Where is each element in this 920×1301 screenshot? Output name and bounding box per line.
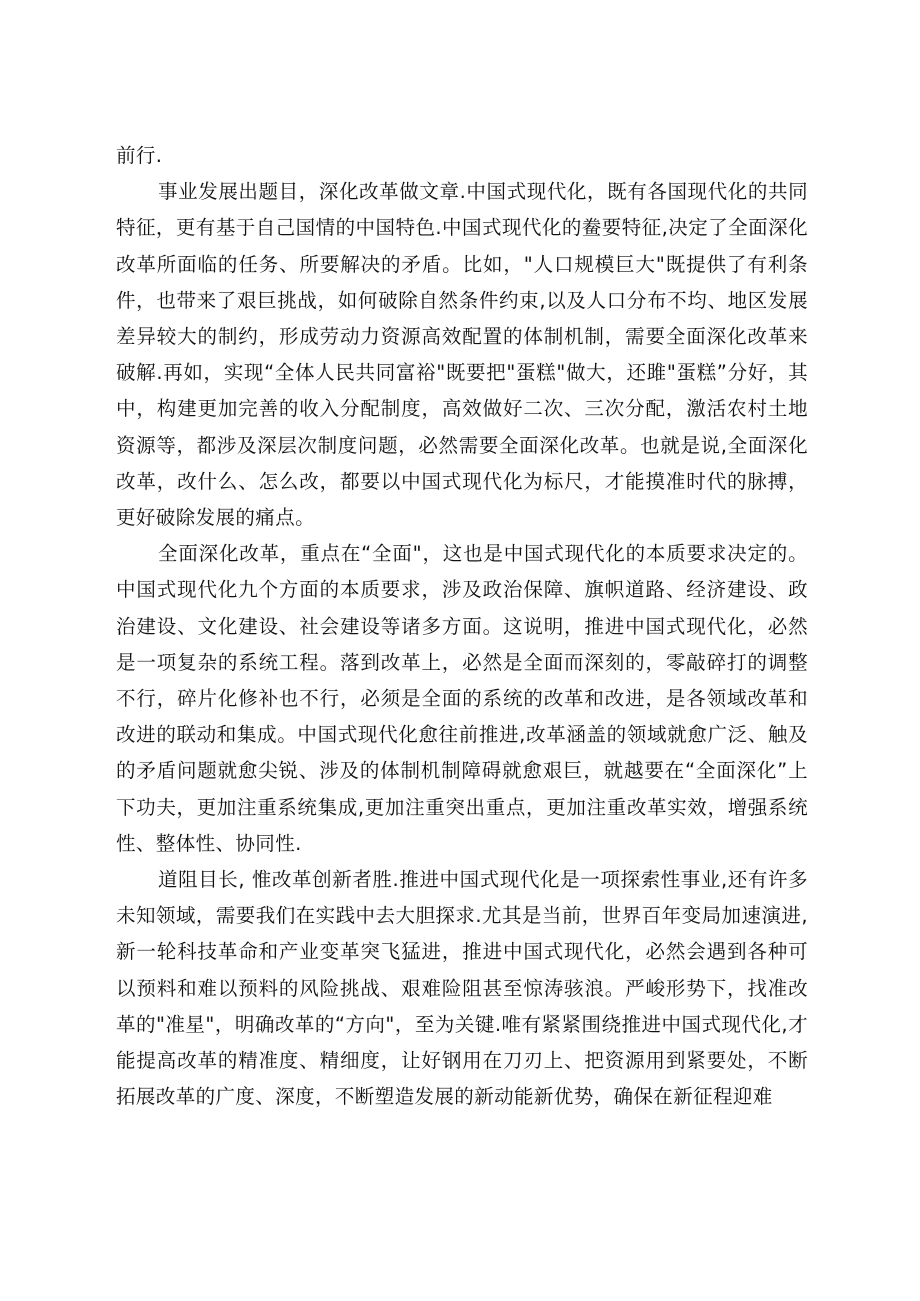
document-body [116,138,808,1115]
paragraph-reform-and-modernization: 事业发展出题目，深化改革做文章.中国式现代化，既有各国现代化的共同特征，更有基于自己国情的中国特色.中国式现代化的鲞要特征,决定了全面深化改革所面临的任务、所要解决的矛盾。比如，"人口规模巨大"既提供了有利条件，也带来了艰巨挑战，如何破除自然条件约束,以及人口分布不均、地区发展差异较大的制约，形成劳动力资源高效配置的体制机制，需要全面深化改革来破解.再如，实现“全体人民共同富裕"既要把"蛋糕"做大，还雎"蛋糕”分好，其中，构建更加完善的收入分配制度，高效做好二次、三次分配，激活农村土地资源等，都涉及深层次制度问题，必然需要全面深化改革。也就是说,全面深化改革，改什么、怎么改，都要以中国式现代化为标尺，才能摸准时代的脉搏，更好破除发展的痛点。 [116,180,808,530]
paragraph-continuation: 前行. [116,144,163,167]
paragraph-reform-innovation: 道阻目长, 惟改革创新者胜.推进中国式现代化是一项探索性事业,还有许多未知领域，需要我们在实践中去大胆探求.尤其是当前，世界百年变局加速演进,新一轮科技革命和产业变革突飞猛进，推进中国式现代化，必然会遇到各种可以预料和难以预料的风险挑战、艰难险阻甚至惊涛骇浪。严峻形势下，找准改革的"准星"，明确改革的“方向"，至为关键.唯有紧紧围绕推进中国式现代化,才能提高改革的精准度、精细度，让好钢用在刀刃上、把资源用到紧要处，不断拓展改革的广度、深度，不断塑造发展的新动能新优势，确保在新征程迎难 [116,868,808,1109]
paragraph-comprehensive-reform: 全面深化改革，重点在“全面"，这也是中国式现代化的本质要求决定的。中国式现代化九个方面的本质要求，涉及政治保障、旗帜道路、经济建设、政治建设、文化建设、社会建设等诸多方面。这说明，推进中国式现代化，必然是一项复杂的系统工程。落到改革上，必然是全面而深刻的，零敲碎打的调整不行，碎片化修补也不行，必须是全面的系统的改革和改进，是各领域改革和改进的联动和集成。中国式现代化愈往前推进,改革涵盖的领域就愈广泛、触及的矛盾问题就愈尖锐、涉及的体制机制障碍就愈艰巨，就越要在“全面深化”上下功夫，更加注重系统集成,更加注重突出重点，更加注重改革实效，增强系统性、整体性、协同性. [116,542,808,855]
